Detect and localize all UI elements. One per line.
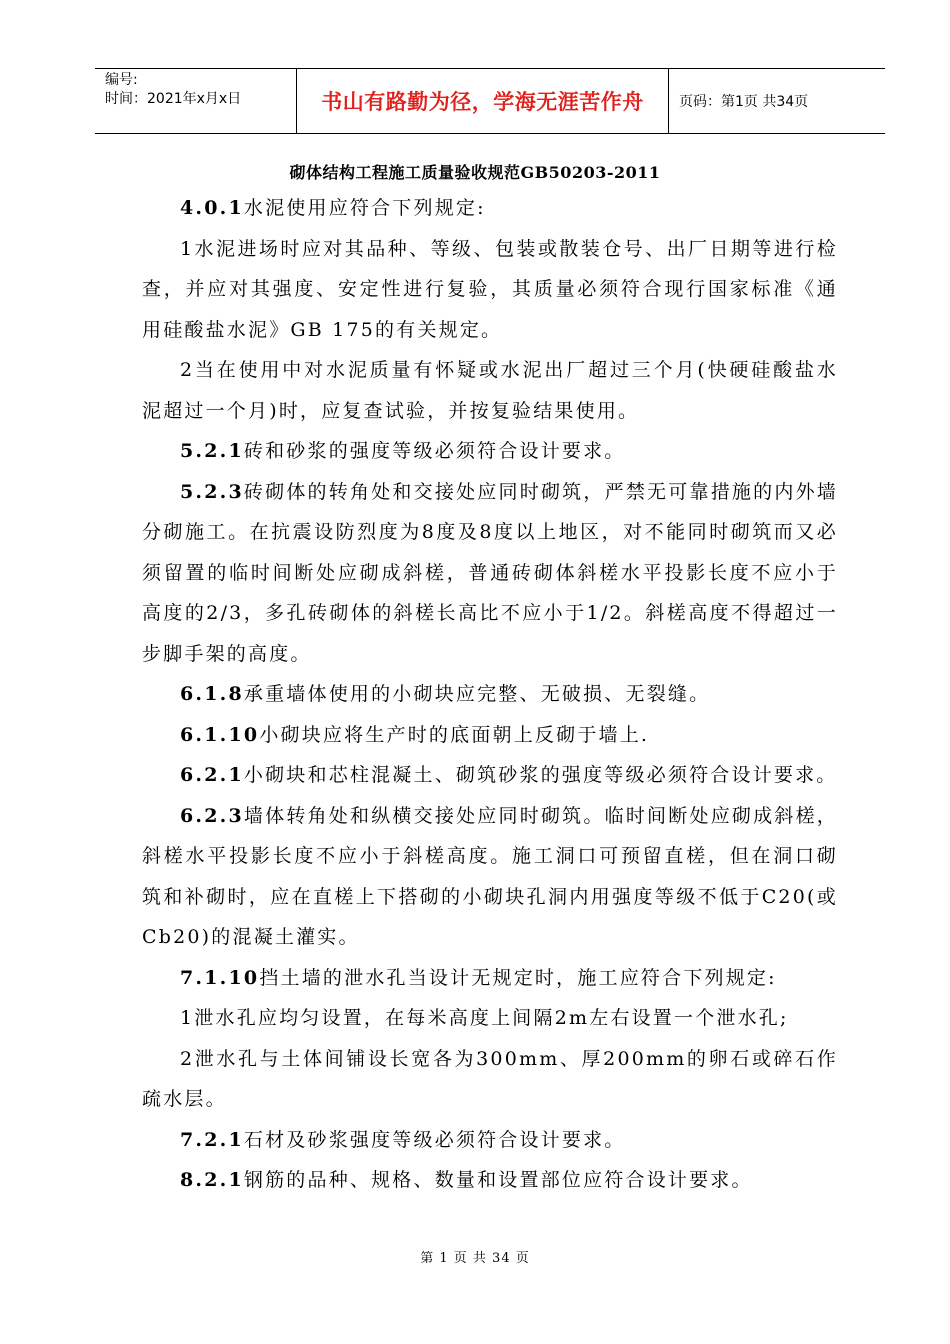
clause-number: 5.2.3 [180,480,244,503]
clause-text: 墙体转角处和纵横交接处应同时砌筑。临时间断处应砌成斜槎，斜槎水平投影长度不应小于斜槎高度。施工洞口可预留直槎，但在洞口砌筑和补砌时，应在直槎上下搭砌的小砌块孔洞内用强度等级不低于C20(或Cb20)的混凝土灌实。 [142,804,838,948]
clause-text: 小砌块应将生产时的底面朝上反砌于墙上. [259,723,650,746]
paragraph [142,1160,838,1201]
clause-text: 1泄水孔应均匀设置，在每米高度上间隔2m左右设置一个泄水孔; [180,1007,789,1029]
paragraph [142,229,838,351]
clause-number: 6.1.8 [180,683,244,705]
clause-text: 2当在使用中对水泥质量有怀疑或水泥出厂超过三个月(快硬硅酸盐水泥超过一个月)时，应复查试验，并按复验结果使用。 [142,359,838,422]
header-motto: 书山有路勤为径，学海无涯苦作舟 [297,69,669,133]
clause-number: 8.2.1 [180,1169,244,1191]
clause-text: 钢筋的品种、规格、数量和设置部位应符合设计要求。 [243,1169,753,1191]
document-title: 砌体结构工程施工质量验收规范GB50203-2011 [289,163,661,182]
clause-text: 2泄水孔与土体间铺设长宽各为300mm、厚200mm的卵石或碎石作疏水层。 [142,1047,838,1110]
paragraph [142,350,838,431]
clause-number: 6.2.1 [180,764,244,786]
clause-number: 4.0.1 [180,197,244,219]
header-page-info: 页码：第1页 共34页 [679,94,809,110]
clause-text: 承重墙体使用的小砌块应完整、无破损、无裂缝。 [243,683,711,705]
page-footer: 第 1 页 共 34 页 [420,1251,530,1266]
clause-text: 石材及砂浆强度等级必须符合设计要求。 [243,1128,626,1151]
clause-number: 6.2.3 [180,804,244,827]
paragraph [142,755,838,796]
paragraph [142,796,838,958]
paragraph [142,188,838,229]
clause-text: 砖和砂浆的强度等级必须符合设计要求。 [243,440,626,462]
clause-number: 7.1.10 [180,966,260,989]
clause-number: 6.1.10 [180,723,260,746]
time-label: 时间：2021年x月x日 [105,91,242,107]
paragraph [142,958,838,999]
clause-text: 挡土墙的泄水孔当设计无规定时，施工应符合下列规定: [259,966,777,989]
paragraph [142,1039,838,1120]
document-body [142,188,838,1201]
paragraph [142,998,838,1039]
paragraph [142,1120,838,1161]
clause-text: 小砌块和芯柱混凝土、砌筑砂浆的强度等级必须符合设计要求。 [243,764,838,786]
clause-text: 水泥使用应符合下列规定: [243,197,486,219]
clause-number: 7.2.1 [180,1128,244,1151]
clause-text: 1水泥进场时应对其品种、等级、包装或散装仓号、出厂日期等进行检查，并应对其强度、安定性进行复验，其质量必须符合现行国家标准《通用硅酸盐水泥》GB 175的有关规定。 [142,237,838,341]
clause-number: 5.2.1 [180,440,244,462]
paragraph [142,472,838,675]
code-label: 编号: [105,72,138,88]
page-header [95,68,885,134]
header-meta [95,69,297,133]
paragraph [142,715,838,756]
clause-text: 砖砌体的转角处和交接处应同时砌筑，严禁无可靠措施的内外墙分砌施工。在抗震设防烈度为8度及8度以上地区，对不能同时砌筑而又必须留置的临时间断处应砌成斜槎，普通砖砌体斜槎水平投影长度不应小于高度的2/3，多孔砖砌体的斜槎长高比不应小于1/2。斜槎高度不得超过一步脚手架的高度。 [142,480,838,665]
paragraph [142,674,838,715]
paragraph [142,431,838,472]
